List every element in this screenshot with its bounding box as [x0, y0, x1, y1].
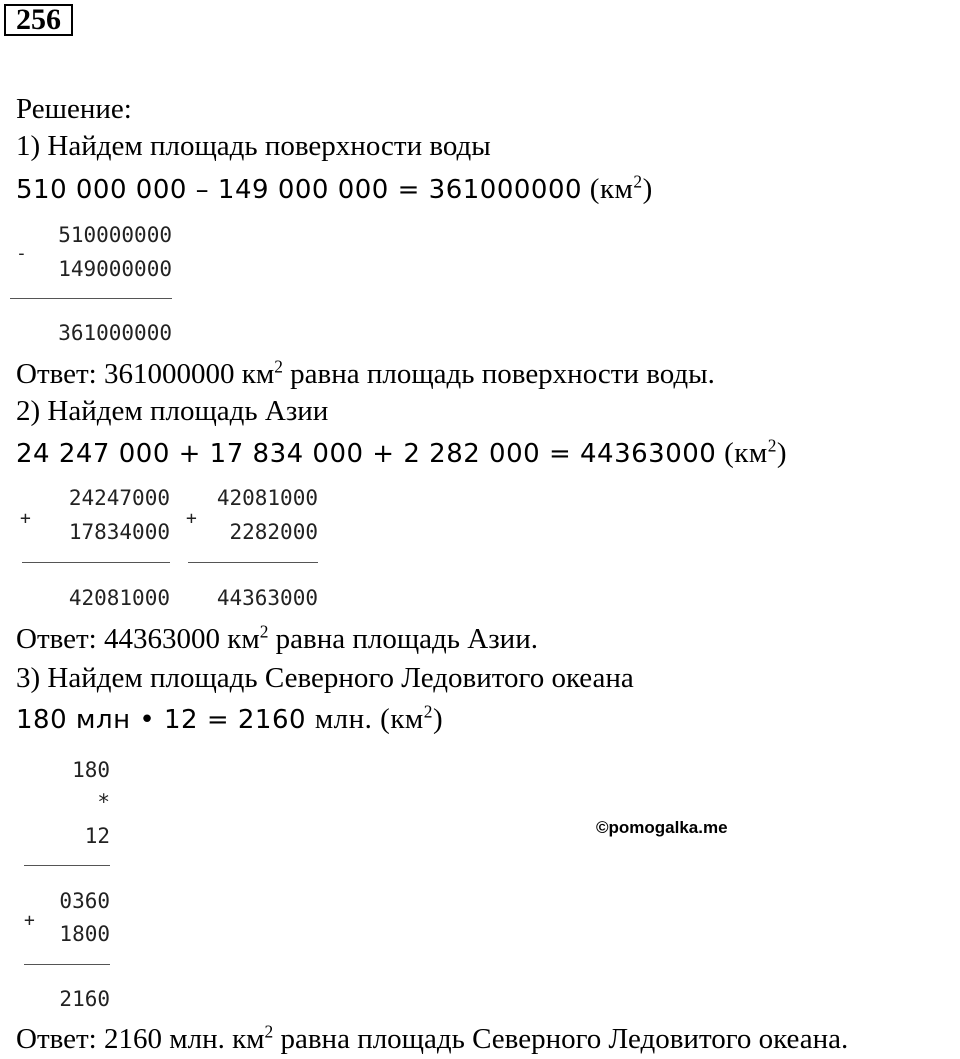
step2-col1-result: 42081000 [68, 586, 170, 610]
step1-title: 1) Найдем площадь поверхности воды [16, 130, 491, 162]
step1-column-rule [10, 298, 172, 299]
step2-col2-top: 42081000 [216, 486, 318, 510]
problem-number-box: 256 [4, 4, 73, 36]
step3-title: 3) Найдем площадь Северного Ледовитого океана [16, 662, 634, 694]
step1-answer: Ответ: 361000000 $км^2$ равна площадь поверхности воды. [16, 356, 715, 390]
step2-col2-rule [188, 562, 318, 563]
step2-expression [16, 436, 787, 471]
step3-column-rule1 [24, 865, 110, 866]
step2-col1-bottom: 17834000 [68, 520, 170, 544]
step1-column-top: 510000000 [58, 223, 172, 247]
step3-partial2: 1800 [59, 922, 110, 946]
step2-answer: Ответ: 44363000 $км^2$ равна площадь Азии. [16, 621, 538, 655]
step2-title: 2) Найдем площадь Азии [16, 395, 329, 427]
step2-col1-top: 24247000 [68, 486, 170, 510]
step1-expression [16, 172, 653, 207]
solution-label: Решение: [16, 93, 132, 125]
step3-partial-plus-sign: + [24, 910, 35, 931]
step2-col2-result: 44363000 [216, 586, 318, 610]
step2-col2-bottom: 2282000 [229, 520, 318, 544]
step3-column-top: 180 [72, 758, 110, 782]
step3-column-op: * [97, 790, 110, 814]
step2-expression-text: 24 247 000 + 17 834 000 + 2 282 000 = 44363000 [16, 439, 717, 469]
step2-unit: $(км^2)$ [716, 435, 788, 469]
step3-expression [16, 702, 443, 737]
step2-col2-plus-sign: + [186, 508, 197, 529]
watermark: ©pomogalka.me [596, 818, 728, 837]
step3-answer: Ответ: 2160 млн. $км^2$ равна площадь Северного Ледовитого океана. [16, 1021, 849, 1055]
step3-column-result: 2160 [59, 987, 110, 1011]
step2-col1-rule [22, 562, 170, 563]
step3-expression-text: 180 млн • 12 = 2160 [16, 705, 315, 735]
step1-minus-sign: - [16, 243, 27, 264]
step1-column-result: 361000000 [58, 321, 172, 345]
step1-unit: $(км^2)$ [582, 171, 653, 205]
step3-column-bottom: 12 [84, 824, 110, 848]
step2-col1-plus-sign: + [20, 508, 31, 529]
step3-unit: млн. $(км^2)$ [314, 701, 444, 735]
step1-column-bottom: 149000000 [58, 257, 172, 281]
step3-column-rule2 [24, 964, 110, 965]
step1-expression-text: 510 000 000 – 149 000 000 = 361000000 [16, 175, 583, 205]
step3-partial1: 0360 [59, 889, 110, 913]
